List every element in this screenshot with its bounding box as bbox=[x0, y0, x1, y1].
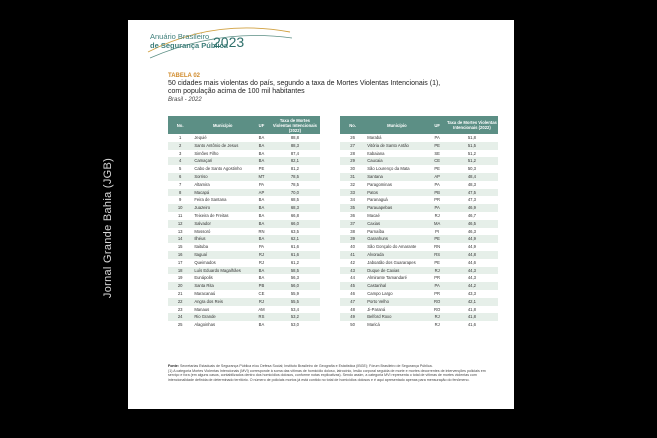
cell-no: 26 bbox=[350, 135, 355, 140]
table-row bbox=[340, 228, 498, 236]
cell-no: 23 bbox=[177, 306, 183, 312]
cell-uf: RJ bbox=[428, 267, 445, 275]
cell-no: 12 bbox=[168, 220, 192, 228]
table-row bbox=[340, 173, 498, 181]
cell-taxa: 44,8 bbox=[446, 251, 498, 259]
cell-taxa: 66,8 bbox=[290, 212, 299, 218]
cell-taxa: 61,2 bbox=[290, 259, 299, 265]
cell-no: 31 bbox=[340, 173, 365, 181]
cell-uf: PR bbox=[434, 290, 441, 296]
cell-municipio: Santo Antônio de Jesus bbox=[192, 142, 253, 150]
cell-no: 36 bbox=[350, 212, 355, 218]
cell-taxa: 70,0 bbox=[270, 189, 320, 197]
table-row bbox=[168, 173, 320, 181]
table-row bbox=[340, 212, 498, 220]
table-subtitle: Brasil - 2022 bbox=[168, 97, 202, 103]
table-row bbox=[340, 259, 498, 267]
cell-taxa: 50,3 bbox=[467, 166, 476, 172]
cell-municipio: Parnaíba bbox=[367, 228, 385, 234]
methodology-note: (1) A categoria Mortes Violentas Intencionais (MVI) corresponde à soma das vítimas de homicídio doloso, latrocínio, lesão corporal seguida de morte e mortes decorrentes de intervenções policiais em serviço e fora (em alguns casos, contabilizados dentro dos homicídios dolosos, conforme notas explicativas). Sendo assim, a categoria MVI representa o total de vítimas de mortes violentas com intencionalidade definida de determinado território. O número de policiais mortos já está contido no total de homicídios dolosos e é aqui apresentado apenas para mensuração do fenômeno. bbox=[168, 368, 486, 382]
table-row bbox=[168, 181, 320, 189]
cell-municipio: Teixeira de Freitas bbox=[194, 212, 229, 218]
table-row bbox=[168, 274, 320, 282]
table-row bbox=[340, 165, 498, 173]
table-row bbox=[340, 251, 498, 259]
cell-no: 22 bbox=[168, 298, 192, 306]
cell-no: 44 bbox=[350, 275, 355, 281]
cell-no: 21 bbox=[177, 290, 183, 296]
table-row bbox=[340, 298, 498, 306]
table-row bbox=[340, 290, 498, 298]
cell-uf: CE bbox=[428, 157, 445, 165]
table-row bbox=[168, 298, 320, 306]
cell-municipio: Angra dos Reis bbox=[192, 298, 253, 306]
cell-municipio: Macapá bbox=[192, 189, 253, 197]
cell-uf: RJ bbox=[434, 322, 440, 328]
cell-municipio: Sorriso bbox=[192, 173, 253, 181]
cell-taxa: 41,8 bbox=[467, 306, 476, 312]
cell-taxa: 51,8 bbox=[467, 135, 476, 140]
cell-municipio: Jaboatão dos Guararapes bbox=[367, 259, 416, 265]
cell-uf: BA bbox=[258, 212, 265, 218]
cell-uf: BA bbox=[253, 220, 270, 228]
col-municipio: Município bbox=[192, 116, 253, 134]
cell-taxa: 51,5 bbox=[446, 142, 498, 150]
cell-no: 39 bbox=[340, 235, 365, 243]
cell-no: 13 bbox=[177, 228, 183, 234]
cell-municipio: Rio Grande bbox=[192, 313, 253, 321]
cell-no: 4 bbox=[168, 157, 192, 165]
table-row bbox=[168, 220, 320, 228]
cell-taxa: 62,1 bbox=[270, 235, 320, 243]
cell-taxa: 53,0 bbox=[290, 322, 299, 328]
cell-uf: BA bbox=[253, 235, 270, 243]
cell-taxa: 53,4 bbox=[290, 306, 299, 312]
cell-municipio: Jequié bbox=[194, 135, 207, 140]
cell-taxa: 46,3 bbox=[467, 228, 476, 234]
cell-taxa: 58,5 bbox=[270, 267, 320, 275]
table-row bbox=[340, 243, 498, 251]
cell-no: 9 bbox=[178, 197, 182, 203]
cell-municipio: Maracanaú bbox=[194, 290, 216, 296]
watermark-text: Jornal Grande Bahia (JGB) bbox=[102, 157, 114, 299]
cell-municipio: Ji-Paraná bbox=[367, 306, 386, 312]
cell-taxa: 68,5 bbox=[290, 197, 299, 203]
source-label: Fonte: bbox=[168, 364, 179, 368]
cell-municipio: São Gonçalo do Amarante bbox=[367, 244, 417, 250]
cell-no: 6 bbox=[168, 173, 192, 181]
cell-taxa: 48,4 bbox=[446, 173, 498, 181]
cell-municipio: Luís Eduardo Magalhães bbox=[192, 267, 253, 275]
cell-uf: BA bbox=[258, 197, 265, 203]
cell-taxa: 51,2 bbox=[467, 150, 476, 156]
table-row bbox=[340, 274, 498, 282]
cell-uf: SE bbox=[434, 150, 440, 156]
cell-taxa: 44,2 bbox=[446, 282, 498, 290]
cell-municipio: Mossoró bbox=[194, 228, 211, 234]
cell-no: 29 bbox=[340, 157, 365, 165]
cell-no: 45 bbox=[340, 282, 365, 290]
cell-uf: PE bbox=[258, 166, 265, 172]
cell-municipio: Castanhal bbox=[365, 282, 428, 290]
cell-uf: CE bbox=[258, 290, 265, 296]
cell-uf: MT bbox=[253, 173, 270, 181]
cell-taxa: 47,3 bbox=[467, 197, 476, 203]
cell-municipio: Caxias bbox=[365, 220, 428, 228]
cell-uf: PR bbox=[434, 275, 441, 281]
cell-no: 8 bbox=[168, 189, 192, 197]
cell-municipio: Parauapebas bbox=[365, 204, 428, 212]
col-no: No. bbox=[168, 116, 192, 134]
cell-uf: PI bbox=[435, 228, 440, 234]
cell-no: 3 bbox=[178, 150, 182, 156]
cell-no: 24 bbox=[168, 313, 192, 321]
table-row bbox=[340, 134, 498, 142]
source-text: Secretarias Estaduais de Segurança Pública e/ou Defesa Social; Instituto Brasileiro de Geografia e Estatística (IBGE); Fórum Brasileiro de Segurança Pública. bbox=[179, 364, 433, 368]
cell-municipio: Caucaia bbox=[365, 157, 428, 165]
cell-no: 42 bbox=[350, 259, 355, 265]
cell-no: 7 bbox=[178, 181, 182, 187]
cell-municipio: Alagoinhas bbox=[194, 322, 216, 328]
cell-uf: BA bbox=[253, 204, 270, 212]
cell-municipio: São Lourenço da Mata bbox=[367, 166, 410, 172]
cell-taxa: 44,3 bbox=[446, 267, 498, 275]
cell-no: 48 bbox=[350, 306, 355, 312]
table-row bbox=[340, 282, 498, 290]
cell-taxa: 82,1 bbox=[270, 157, 320, 165]
table-row bbox=[168, 142, 320, 150]
cell-municipio: Duque de Caxias bbox=[365, 267, 428, 275]
table-row bbox=[340, 306, 498, 314]
cell-municipio: Santa Rita bbox=[192, 282, 253, 290]
cell-taxa: 87,4 bbox=[290, 150, 299, 156]
table-row bbox=[168, 313, 320, 321]
cell-no: 35 bbox=[340, 204, 365, 212]
cell-municipio: Altamira bbox=[194, 181, 210, 187]
cell-uf: RJ bbox=[428, 313, 445, 321]
cell-taxa: 81,2 bbox=[290, 166, 299, 172]
col-uf: UF bbox=[428, 116, 445, 134]
cell-taxa: 55,5 bbox=[270, 298, 320, 306]
cell-municipio: Porto Velho bbox=[365, 298, 428, 306]
cell-municipio: Alvorada bbox=[365, 251, 428, 259]
cell-taxa: 51,2 bbox=[446, 157, 498, 165]
cell-taxa: 46,9 bbox=[446, 204, 498, 212]
table-row bbox=[168, 321, 320, 329]
col-uf: UF bbox=[253, 116, 270, 134]
cell-no: 38 bbox=[350, 228, 355, 234]
cell-taxa: 55,9 bbox=[290, 290, 299, 296]
cell-municipio: Feira de Santana bbox=[194, 197, 227, 203]
cell-uf: RN bbox=[258, 228, 265, 234]
table-row bbox=[168, 243, 320, 251]
cell-municipio: Paranaguá bbox=[367, 197, 388, 203]
table-row bbox=[340, 142, 498, 150]
col-no: No. bbox=[340, 116, 365, 134]
table-row bbox=[168, 282, 320, 290]
cell-no: 5 bbox=[178, 166, 182, 172]
table-row bbox=[340, 196, 498, 204]
cell-uf: BA bbox=[258, 150, 265, 156]
cell-no: 30 bbox=[350, 166, 355, 172]
cell-uf: RJ bbox=[253, 251, 270, 259]
table-label: TABELA 02 bbox=[168, 73, 201, 79]
cell-uf: RS bbox=[428, 251, 445, 259]
cell-uf: BA bbox=[253, 142, 270, 150]
table-row bbox=[340, 189, 498, 197]
table-row bbox=[168, 150, 320, 158]
cell-taxa: 44,6 bbox=[467, 259, 476, 265]
table-row bbox=[168, 196, 320, 204]
cell-municipio: Queimados bbox=[194, 259, 216, 265]
cell-no: 34 bbox=[350, 197, 355, 203]
table-row bbox=[168, 212, 320, 220]
cell-no: 43 bbox=[340, 267, 365, 275]
cell-taxa: 88,8 bbox=[290, 135, 299, 140]
cell-municipio: Campo Largo bbox=[367, 290, 393, 296]
table-row bbox=[168, 235, 320, 243]
cell-uf: PA bbox=[428, 204, 445, 212]
cell-uf: PE bbox=[434, 259, 440, 265]
logo-line-1: Anuário Brasileiro bbox=[150, 32, 210, 41]
col-taxa: Taxa de Mortes Violentas Intencionais (2022) bbox=[446, 116, 498, 134]
cities-table-right bbox=[340, 116, 498, 329]
cell-taxa: 53,2 bbox=[270, 313, 320, 321]
cell-municipio: Santana bbox=[365, 173, 428, 181]
cell-uf: BA bbox=[258, 135, 265, 140]
cell-municipio: Belford Roxo bbox=[365, 313, 428, 321]
table-title bbox=[168, 80, 498, 96]
cell-municipio: Eunápolis bbox=[194, 275, 213, 281]
cell-municipio: Ilhéus bbox=[192, 235, 253, 243]
cell-taxa: 47,5 bbox=[446, 189, 498, 197]
cell-uf: RN bbox=[434, 244, 441, 250]
table-header-block bbox=[168, 73, 498, 103]
logo-year: 2023 bbox=[213, 34, 245, 50]
cell-uf: PE bbox=[428, 235, 445, 243]
document-page bbox=[128, 20, 514, 409]
cell-uf: BA bbox=[253, 267, 270, 275]
cell-no: 33 bbox=[340, 189, 365, 197]
cell-no: 20 bbox=[168, 282, 192, 290]
table-row bbox=[168, 259, 320, 267]
cell-no: 32 bbox=[350, 181, 355, 187]
cell-no: 18 bbox=[168, 267, 192, 275]
cell-uf: PB bbox=[428, 189, 445, 197]
cell-taxa: 44,3 bbox=[467, 275, 476, 281]
table-row bbox=[340, 313, 498, 321]
cell-municipio: Macaé bbox=[367, 212, 380, 218]
cell-uf: BA bbox=[258, 275, 265, 281]
cell-no: 25 bbox=[177, 322, 183, 328]
cell-taxa: 56,0 bbox=[270, 282, 320, 290]
cell-municipio: Salvador bbox=[192, 220, 253, 228]
cities-table-left bbox=[168, 116, 320, 329]
cell-taxa: 44,9 bbox=[446, 235, 498, 243]
cell-no: 37 bbox=[340, 220, 365, 228]
cell-no: 46 bbox=[350, 290, 355, 296]
cell-uf: BA bbox=[258, 322, 265, 328]
cell-uf: RJ bbox=[253, 298, 270, 306]
cell-uf: PE bbox=[434, 166, 440, 172]
cell-taxa: 41,6 bbox=[467, 322, 476, 328]
cell-municipio: Maricá bbox=[367, 322, 380, 328]
cell-municipio: Patos bbox=[365, 189, 428, 197]
table-title-line-1: 50 cidades mais violentas do país, segundo a taxa de Mortes Violentas Intencionais (1), bbox=[168, 80, 441, 87]
cell-municipio: Paragominas bbox=[367, 181, 392, 187]
table-row bbox=[340, 204, 498, 212]
cell-no: 28 bbox=[350, 150, 355, 156]
cell-municipio: Itabaiana bbox=[367, 150, 385, 156]
cell-uf: RO bbox=[434, 306, 441, 312]
cell-municipio: Simões Filho bbox=[194, 150, 219, 156]
cell-uf: RS bbox=[253, 313, 270, 321]
cell-taxa: 78,5 bbox=[290, 181, 299, 187]
cell-municipio: Manaus bbox=[194, 306, 210, 312]
cell-taxa: 68,3 bbox=[270, 204, 320, 212]
cell-uf: PB bbox=[253, 282, 270, 290]
cell-municipio: Juazeiro bbox=[192, 204, 253, 212]
cell-uf: RO bbox=[428, 298, 445, 306]
cell-no: 41 bbox=[340, 251, 365, 259]
cell-municipio: Marabá bbox=[367, 135, 382, 140]
cell-taxa: 56,3 bbox=[290, 275, 299, 281]
table-row bbox=[168, 267, 320, 275]
cell-taxa: 63,5 bbox=[290, 228, 299, 234]
cell-uf: PA bbox=[258, 181, 265, 187]
cell-no: 47 bbox=[340, 298, 365, 306]
cell-taxa: 46,5 bbox=[446, 220, 498, 228]
cell-municipio: Vitória de Santo Antão bbox=[365, 142, 428, 150]
cell-uf: PA bbox=[434, 181, 440, 187]
cell-uf: MA bbox=[428, 220, 445, 228]
cell-uf: PA bbox=[434, 135, 440, 140]
table-row bbox=[168, 228, 320, 236]
cell-no: 19 bbox=[177, 275, 183, 281]
table-row bbox=[168, 157, 320, 165]
table-row bbox=[340, 267, 498, 275]
table-row bbox=[340, 220, 498, 228]
table-row bbox=[168, 306, 320, 314]
cell-municipio: Camaçari bbox=[192, 157, 253, 165]
cell-taxa: 46,7 bbox=[467, 212, 476, 218]
cell-taxa: 61,6 bbox=[270, 251, 320, 259]
cell-uf: AP bbox=[428, 173, 445, 181]
table-row bbox=[168, 134, 320, 142]
table-row bbox=[340, 181, 498, 189]
cell-uf: PA bbox=[428, 282, 445, 290]
cell-taxa: 42,1 bbox=[446, 298, 498, 306]
cell-taxa: 43,3 bbox=[467, 290, 476, 296]
table-row bbox=[168, 290, 320, 298]
cell-taxa: 66,0 bbox=[270, 220, 320, 228]
cell-no: 16 bbox=[168, 251, 192, 259]
table-row bbox=[168, 251, 320, 259]
cell-no: 50 bbox=[350, 322, 355, 328]
cell-no: 49 bbox=[340, 313, 365, 321]
cell-no: 40 bbox=[350, 244, 355, 250]
cell-municipio: Garanhuns bbox=[365, 235, 428, 243]
table-body-left bbox=[168, 134, 320, 329]
cell-no: 15 bbox=[177, 244, 183, 250]
cell-no: 1 bbox=[178, 135, 182, 140]
table-row bbox=[168, 189, 320, 197]
cell-taxa: 88,3 bbox=[270, 142, 320, 150]
table-row bbox=[340, 235, 498, 243]
logo-line-2: de Segurança Pública bbox=[150, 41, 228, 50]
cell-municipio: Itaituba bbox=[194, 244, 209, 250]
cell-uf: AP bbox=[253, 189, 270, 197]
col-municipio: Município bbox=[365, 116, 428, 134]
table-row bbox=[340, 150, 498, 158]
cell-uf: PE bbox=[428, 142, 445, 150]
cell-municipio: Almirante Tamandaré bbox=[367, 275, 407, 281]
cell-taxa: 78,5 bbox=[270, 173, 320, 181]
cell-no: 27 bbox=[340, 142, 365, 150]
cell-taxa: 44,9 bbox=[467, 244, 476, 250]
cell-uf: RJ bbox=[258, 259, 265, 265]
table-row bbox=[340, 321, 498, 329]
table-row bbox=[168, 165, 320, 173]
cell-taxa: 61,6 bbox=[290, 244, 299, 250]
cell-uf: BA bbox=[253, 157, 270, 165]
cell-taxa: 41,8 bbox=[446, 313, 498, 321]
cell-municipio: Cabo de Santo Agostinho bbox=[194, 166, 242, 172]
cell-uf: AM bbox=[258, 306, 265, 312]
cell-taxa: 48,3 bbox=[467, 181, 476, 187]
cell-no: 10 bbox=[168, 204, 192, 212]
footnotes bbox=[168, 364, 498, 382]
cell-uf: PR bbox=[434, 197, 441, 203]
cell-no: 17 bbox=[177, 259, 183, 265]
table-body-right bbox=[340, 134, 498, 329]
table-row bbox=[340, 157, 498, 165]
cell-uf: PA bbox=[258, 244, 265, 250]
table-title-line-2: com população acima de 100 mil habitantes bbox=[168, 88, 305, 95]
cell-no: 14 bbox=[168, 235, 192, 243]
cell-no: 11 bbox=[177, 212, 183, 218]
cell-no: 2 bbox=[168, 142, 192, 150]
col-taxa: Taxa de Mortes Violentas Intencionais (2022) bbox=[270, 116, 320, 134]
cell-uf: RJ bbox=[434, 212, 440, 218]
table-row bbox=[168, 204, 320, 212]
cell-municipio: Itaguaí bbox=[192, 251, 253, 259]
